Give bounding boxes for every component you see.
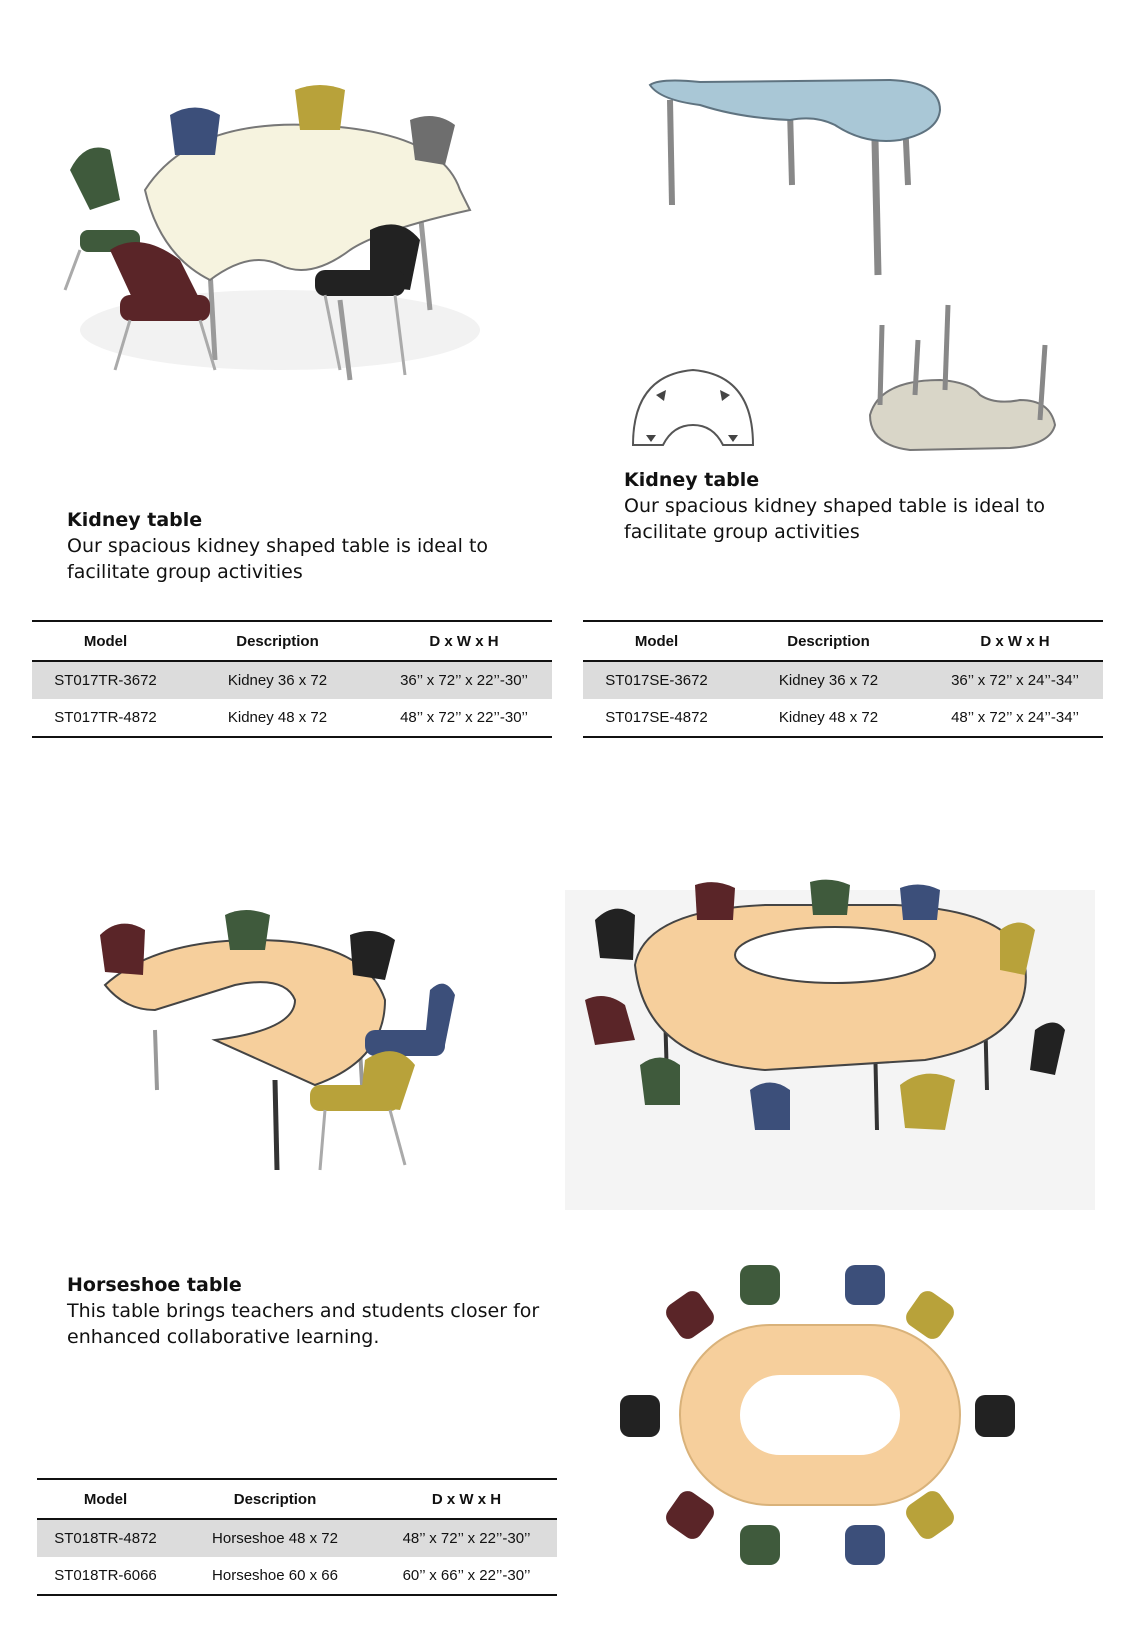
cell-dimensions: 48’’ x 72’’ x 22’’-30’’ (376, 1519, 557, 1557)
cell-description: Kidney 48 x 72 (730, 699, 927, 737)
cell-dimensions: 60’’ x 66’’ x 22’’-30’’ (376, 1557, 557, 1595)
cell-description: Kidney 36 x 72 (179, 661, 376, 699)
table-row (32, 699, 552, 737)
kidney-table-blue-image (640, 70, 980, 290)
kidney-tr-spec-table (32, 620, 552, 738)
column-header-model: Model (32, 621, 179, 661)
column-header-description: Description (174, 1479, 376, 1519)
cell-model: ST017SE-4872 (583, 699, 730, 737)
product-description: This table brings teachers and students closer for enhanced collaborative learning. (67, 1300, 540, 1348)
cell-description: Kidney 36 x 72 (730, 661, 927, 699)
cell-description: Horseshoe 60 x 66 (174, 1557, 376, 1595)
cell-description: Horseshoe 48 x 72 (174, 1519, 376, 1557)
column-header-model: Model (583, 621, 730, 661)
table-row (583, 699, 1103, 737)
horseshoe-spec-table (37, 1478, 557, 1596)
kidney-table-tr-info (67, 507, 567, 585)
cell-model: ST017TR-4872 (32, 699, 179, 737)
product-description: Our spacious kidney shaped table is ideal to facilitate group activities (624, 495, 1046, 543)
product-title: Horseshoe table (67, 1274, 242, 1296)
kidney-table-se-info (624, 467, 1109, 545)
column-header-dimensions: D x W x H (376, 1479, 557, 1519)
table-row (37, 1519, 557, 1557)
column-header-description: Description (179, 621, 376, 661)
table-row (37, 1557, 557, 1595)
cell-dimensions: 36’’ x 72’’ x 24’’-34’’ (927, 661, 1103, 699)
product-title: Kidney table (624, 469, 760, 491)
cell-dimensions: 36’’ x 72’’ x 22’’-30’’ (376, 661, 552, 699)
kidney-table-chairs-image (50, 80, 490, 400)
horseshoe-table-info (67, 1272, 567, 1350)
oval-table-top-view-image (620, 1265, 1020, 1565)
product-description: Our spacious kidney shaped table is ideal to facilitate group activities (67, 535, 489, 583)
kidney-table-outline-image (628, 365, 758, 450)
column-header-dimensions: D x W x H (376, 621, 552, 661)
cell-description: Kidney 48 x 72 (179, 699, 376, 737)
kidney-se-spec-table (583, 620, 1103, 738)
column-header-description: Description (730, 621, 927, 661)
oval-table-chairs-image (565, 890, 1095, 1210)
cell-model: ST018TR-6066 (37, 1557, 174, 1595)
cell-dimensions: 48’’ x 72’’ x 22’’-30’’ (376, 699, 552, 737)
column-header-model: Model (37, 1479, 174, 1519)
table-row (32, 661, 552, 699)
cell-model: ST018TR-4872 (37, 1519, 174, 1557)
cell-model: ST017SE-3672 (583, 661, 730, 699)
kidney-table-underside-image (860, 300, 1060, 455)
horseshoe-table-chairs-image (95, 910, 485, 1210)
table-row (583, 661, 1103, 699)
cell-model: ST017TR-3672 (32, 661, 179, 699)
product-title: Kidney table (67, 509, 203, 531)
cell-dimensions: 48’’ x 72’’ x 24’’-34’’ (927, 699, 1103, 737)
column-header-dimensions: D x W x H (927, 621, 1103, 661)
